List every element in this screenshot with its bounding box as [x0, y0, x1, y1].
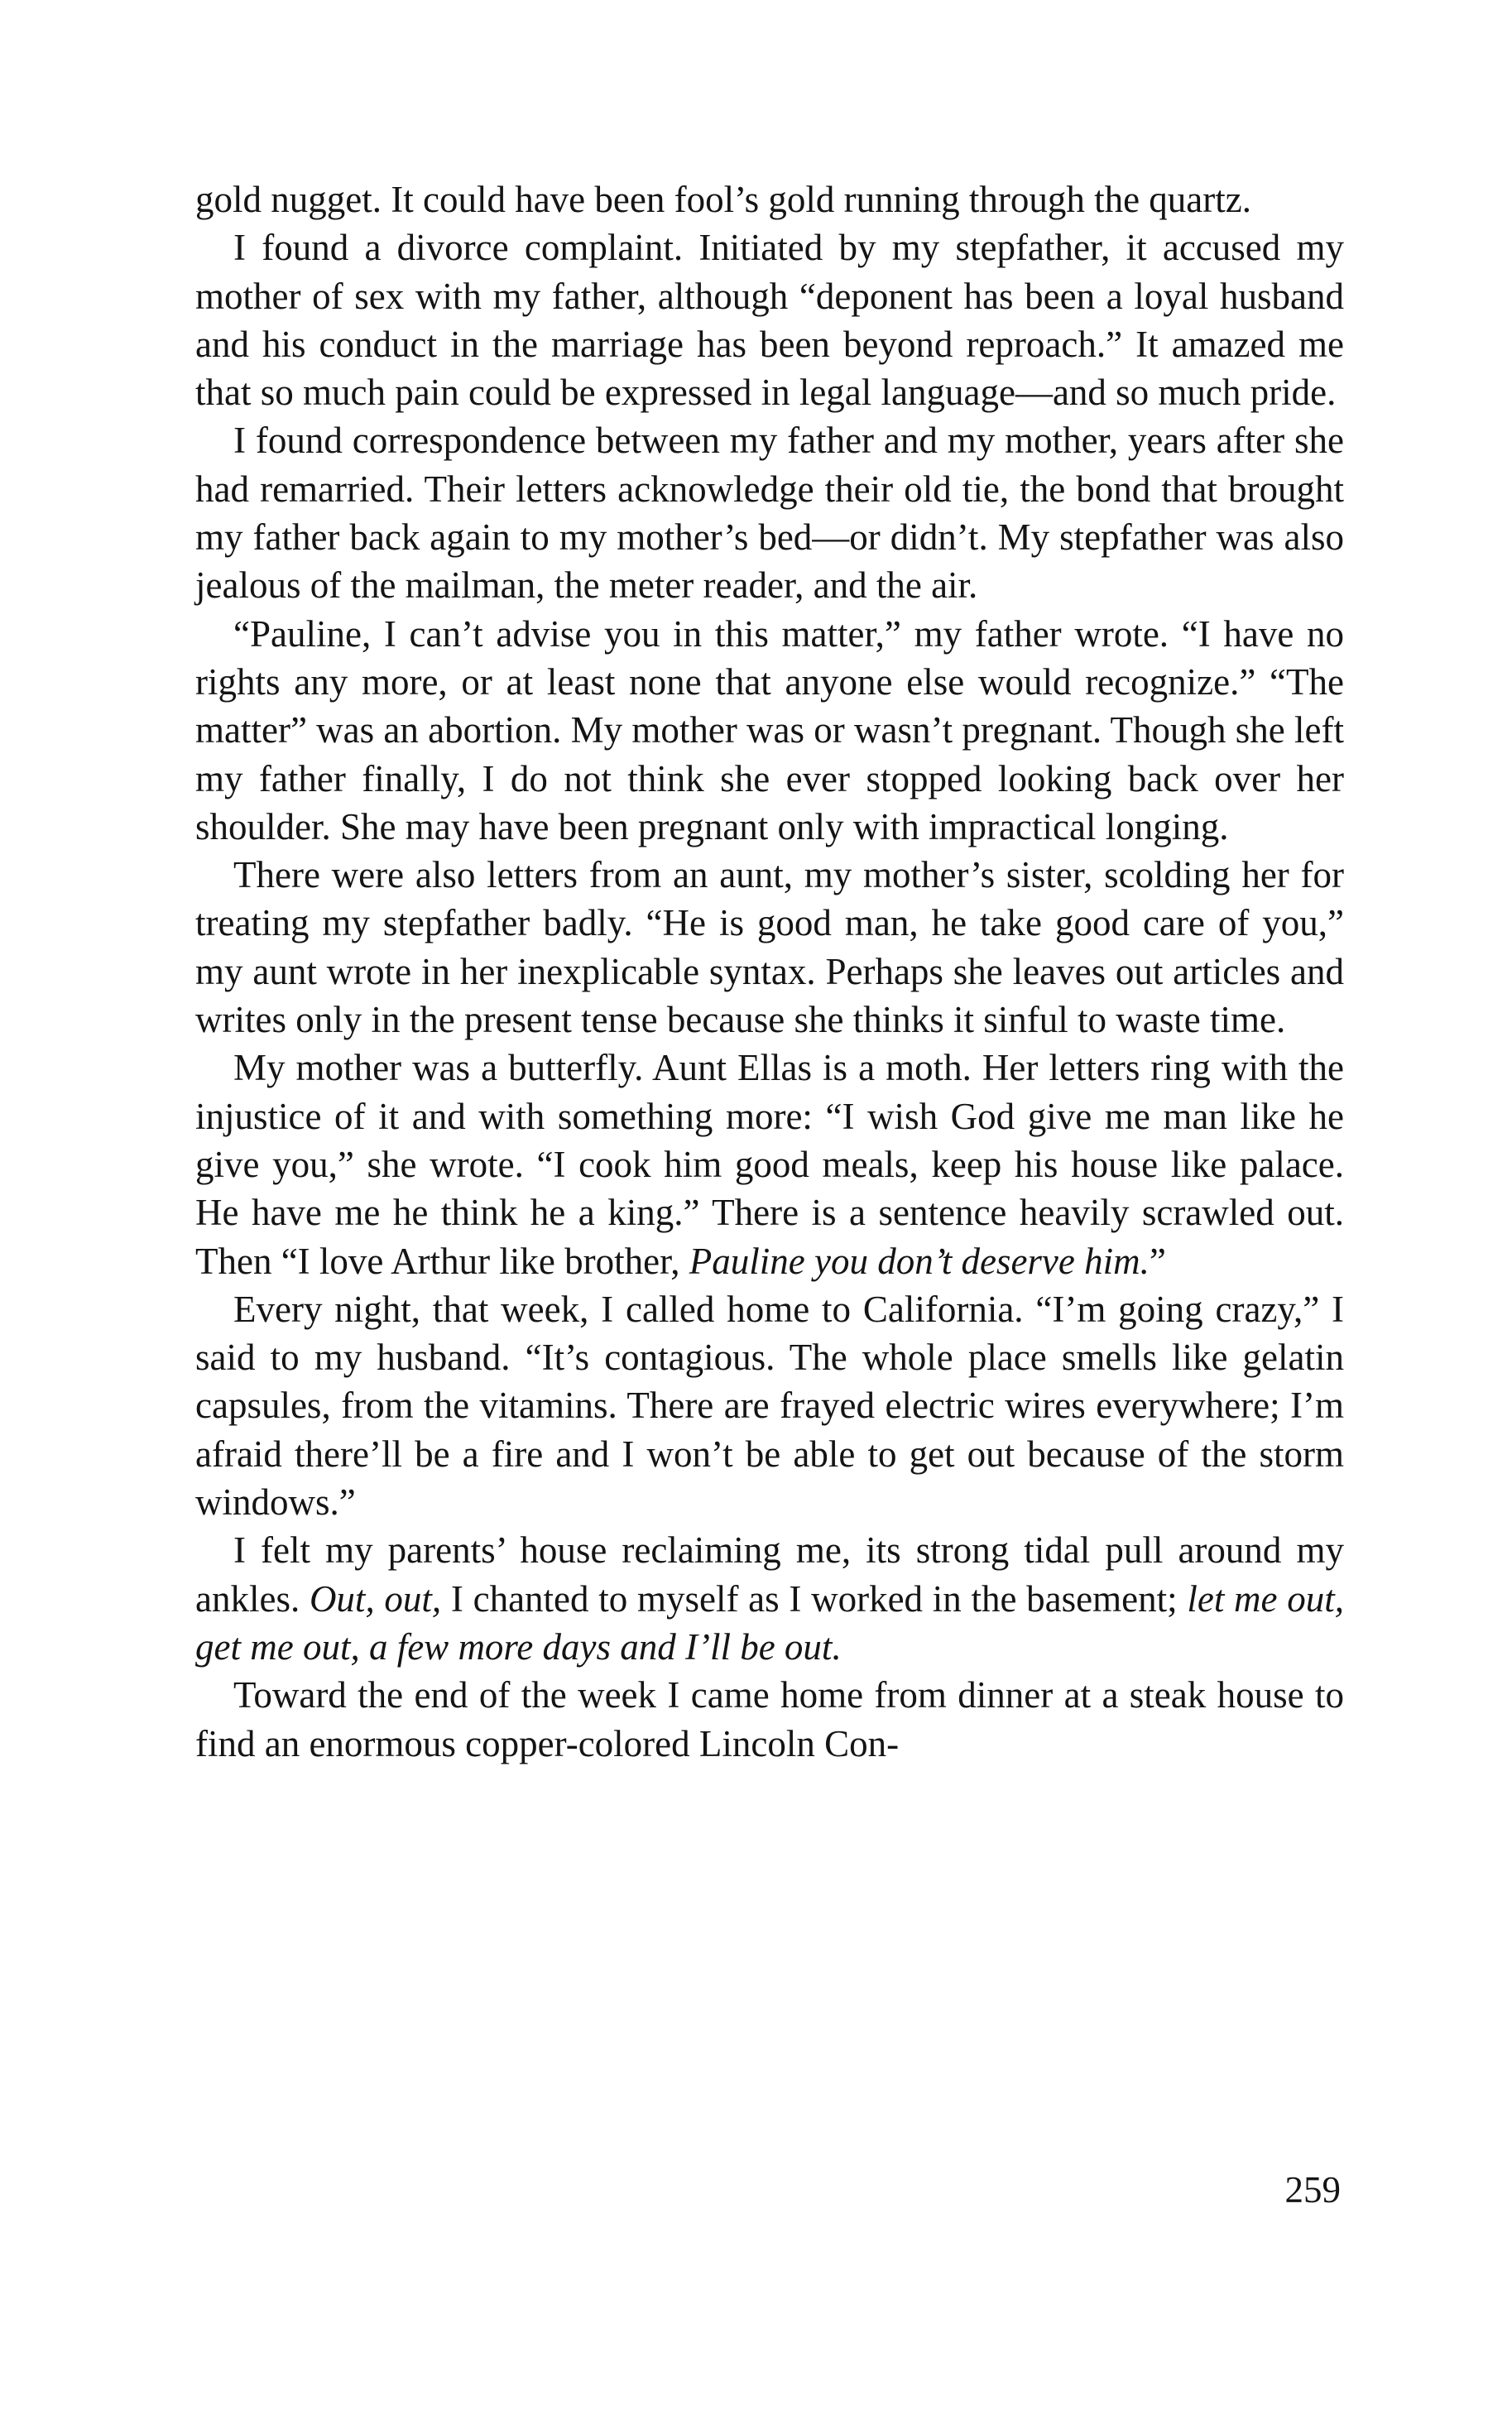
paragraph: I found a divorce complaint. Initiated by my stepfather, it accused my mother of sex with my father, although “deponent has been a loyal husband and his conduct in the marriage has been beyond reproach.” It amazed me that so much pain could be expressed in legal language—and so much pride.	[195, 227, 1344, 414]
italic-text: Pauline you don’t deserve him.	[689, 1240, 1150, 1282]
paragraph: gold nugget. It could have been fool’s gold running through the quartz.	[195, 179, 1251, 220]
paragraph: There were also letters from an aunt, my mother’s sister, scolding her for treating my stepfather badly. “He is good man, he take good care of you,” my aunt wrote in her inexplicable syntax. Perhaps she leaves out articles and writes only in the present tense because she thinks it sinful to waste time.	[195, 854, 1344, 1041]
paragraph: “Pauline, I can’t advise you in this matter,” my father wrote. “I have no rights any more, or at least none that anyone else would recognize.” “The matter” was an abortion. My mother was or wasn’t pregnant. Though she left my father finally, I do not think she ever stopped looking back over her shoulder. She may have been pregnant only with impractical longing.	[195, 612, 1344, 847]
paragraph: I found correspondence between my father and my mother, years after she had remarried. Their letters acknowledge their old tie, the bond that brought my father back again to my mother’s bed—or didn’t. My stepfather was also jealous of the mailman, the meter reader, and the air.	[195, 420, 1344, 607]
paragraph	[195, 1526, 1344, 1671]
paragraph	[195, 1044, 1344, 1284]
paragraph-text: ”	[1149, 1240, 1166, 1282]
italic-text: Out, out,	[309, 1577, 442, 1620]
body-text	[195, 175, 1344, 1768]
paragraph-text: I felt my parents’ house reclaiming me, its strong tidal pull around my ankles.	[195, 1529, 1344, 1620]
paragraph: Toward the end of the week I came home from dinner at a steak house to find an enormous copper-colored Lincoln Con-	[195, 1674, 1344, 1764]
paragraph: Every night, that week, I called home to California. “I’m going crazy,” I said to my husband. “It’s contagious. The whole place smells like gelatin capsules, from the vitamins. There are frayed electric wires everywhere; I’m afraid there’ll be a fire and I won’t be able to get out because of the storm windows.”	[195, 1288, 1344, 1524]
paragraph-text: I chanted to myself as I worked in the basement;	[441, 1577, 1188, 1620]
page-number: 259	[1284, 2169, 1341, 2211]
italic-text: let me out, get me out, a few more days and I’ll be out.	[195, 1577, 1344, 1668]
paragraph-text: My mother was a butterfly. Aunt Ellas is a moth. Her letters ring with the injustice of it and with something more: “I wish God give me man like he give you,” she wrote. “I cook him good meals, keep his house like palace. He have me he think he a king.” There is a sentence heavily scrawled out. Then “I love Arthur like brother,	[195, 1047, 1344, 1282]
